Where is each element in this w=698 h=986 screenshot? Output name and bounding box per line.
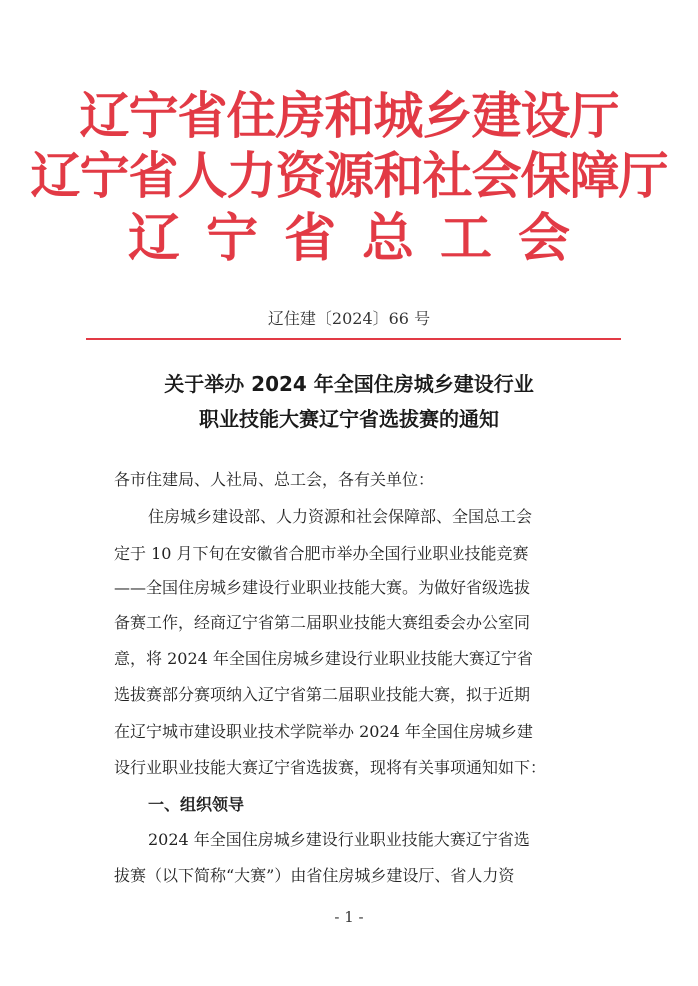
issuer-line-union: 辽宁省总工会 xyxy=(127,209,596,269)
body-line: 在辽宁城市建设职业技术学院举办 2024 年全国住房城乡建 xyxy=(114,722,533,741)
body-line: 意，将 2024 年全国住房城乡建设行业职业技能大赛辽宁省 xyxy=(114,649,533,668)
document-title-line-2: 职业技能大赛辽宁省选拔赛的通知 xyxy=(199,407,499,431)
section-heading: 一、组织领导 xyxy=(148,795,245,814)
red-divider-line xyxy=(86,338,621,340)
section-body-line: 拔赛（以下简称“大赛”）由省住房城乡建设厅、省人力资 xyxy=(114,866,515,885)
body-line: 定于 10 月下旬在安徽省合肥市举办全国行业职业技能竞赛 xyxy=(114,544,529,563)
salutation: 各市住建局、人社局、总工会，各有关单位： xyxy=(114,470,435,489)
body-line: ——全国住房城乡建设行业职业技能大赛。为做好省级选拔 xyxy=(114,578,531,597)
page-number: - 1 - xyxy=(334,908,364,926)
body-line: 备赛工作，经商辽宁省第二届职业技能大赛组委会办公室同 xyxy=(114,613,531,632)
section-body-line: 2024 年全国住房城乡建设行业职业技能大赛辽宁省选 xyxy=(148,830,530,849)
issuer-line-hrss: 辽宁省人力资源和社会保障厅 xyxy=(30,147,668,205)
issuer-line-housing: 辽宁省住房和城乡建设厅 xyxy=(79,87,619,145)
body-line: 住房城乡建设部、人力资源和社会保障部、全国总工会 xyxy=(148,507,533,526)
document-number: 辽住建〔2024〕66 号 xyxy=(267,309,431,328)
document-title-line-1: 关于举办 2024 年全国住房城乡建设行业 xyxy=(164,372,534,396)
body-line: 设行业职业技能大赛辽宁省选拔赛，现将有关事项通知如下： xyxy=(114,758,547,777)
body-line: 选拔赛部分赛项纳入辽宁省第二届职业技能大赛，拟于近期 xyxy=(114,685,531,704)
